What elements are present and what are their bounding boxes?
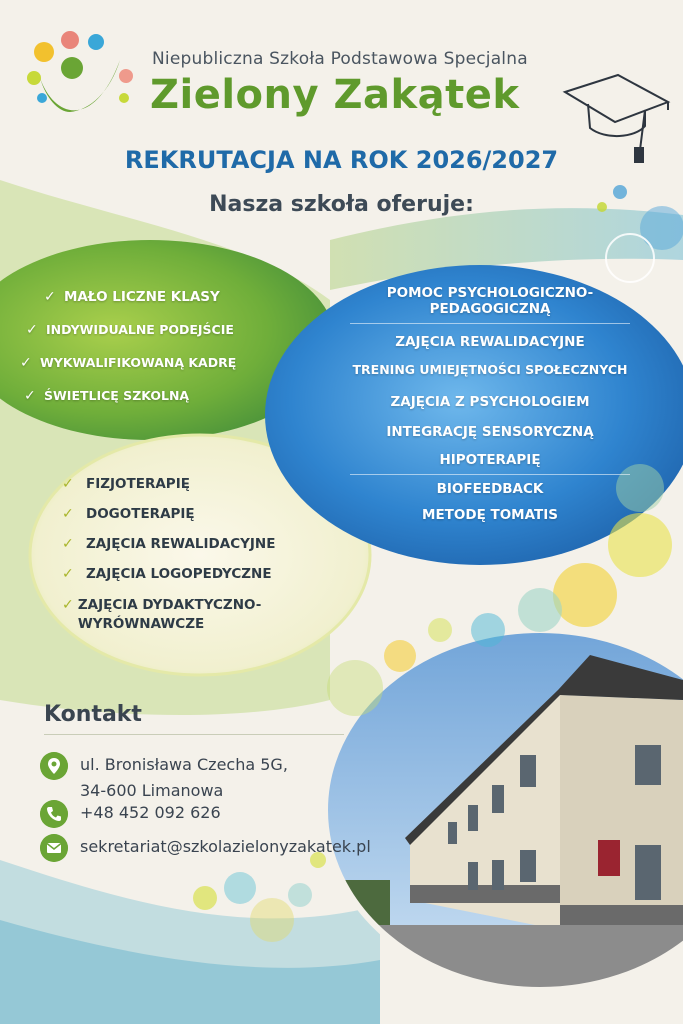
email-address[interactable]: sekretariat@szkolazielonyzakatek.pl (80, 837, 371, 856)
list-item: ZAJĘCIA REWALIDACYJNE (395, 334, 585, 350)
offers-heading: Nasza szkoła oferuje: (209, 192, 474, 217)
list-item: ✓ ŚWIETLICĘ SZKOLNĄ (24, 387, 190, 404)
divider (350, 323, 630, 324)
therapy-offers-list (320, 285, 660, 523)
contact-address (40, 752, 288, 804)
list-item: ✓ FIZJOTERAPIĘ (62, 476, 190, 492)
check-icon: ✓ (44, 288, 56, 305)
general-offers-list (20, 280, 296, 412)
contact-heading: Kontakt (44, 702, 142, 727)
list-item: INTEGRACJĘ SENSORYCZNĄ (386, 424, 594, 440)
check-icon: ✓ (24, 387, 36, 404)
list-item: ✓ WYKWALIFIKOWANĄ KADRĘ (20, 354, 237, 371)
check-icon: ✓ (62, 506, 74, 522)
mail-icon (40, 834, 68, 862)
divider (350, 474, 630, 475)
divider (44, 734, 344, 735)
check-icon: ✓ (62, 566, 74, 582)
phone-number[interactable]: +48 452 092 626 (80, 803, 221, 822)
address-line-2: 34-600 Limanowa (80, 781, 224, 800)
check-icon: ✓ (26, 321, 38, 338)
contact-phone (40, 800, 221, 828)
phone-icon (40, 800, 68, 828)
check-icon: ✓ (62, 476, 74, 492)
list-item: ✓ ZAJĘCIA DYDAKTYCZNO-WYRÓWNAWCZE (62, 597, 262, 632)
school-name-title: Zielony Zakątek (150, 72, 520, 118)
recruitment-heading: REKRUTACJA NA ROK 2026/2027 (124, 146, 559, 174)
list-item: ✓ DOGOTERAPIĘ (62, 506, 195, 522)
address-line-1: ul. Bronisława Czecha 5G, (80, 755, 288, 774)
list-item: ✓ MAŁO LICZNE KLASY (44, 288, 220, 305)
specialist-offers-list (62, 476, 332, 646)
list-item: BIOFEEDBACK (436, 481, 544, 497)
check-icon: ✓ (20, 354, 32, 371)
check-icon: ✓ (62, 597, 74, 613)
check-icon: ✓ (62, 536, 74, 552)
list-item: ✓ ZAJĘCIA LOGOPEDYCZNE (62, 566, 272, 582)
list-item: POMOC PSYCHOLOGICZNO-PEDAGOGICZNĄ (386, 285, 594, 317)
list-item: ZAJĘCIA Z PSYCHOLOGIEM (390, 394, 590, 410)
list-item: ✓ INDYWIDUALNE PODEJŚCIE (26, 321, 234, 338)
list-item: METODĘ TOMATIS (422, 507, 558, 523)
school-type-subtitle: Niepubliczna Szkoła Podstawowa Specjalna (152, 49, 528, 69)
list-item: ✓ ZAJĘCIA REWALIDACYJNE (62, 536, 276, 552)
location-pin-icon (40, 752, 68, 780)
contact-email (40, 834, 371, 862)
list-item: TRENING UMIEJĘTNOŚCI SPOŁECZNYCH (352, 362, 628, 377)
list-item: HIPOTERAPIĘ (439, 452, 541, 468)
